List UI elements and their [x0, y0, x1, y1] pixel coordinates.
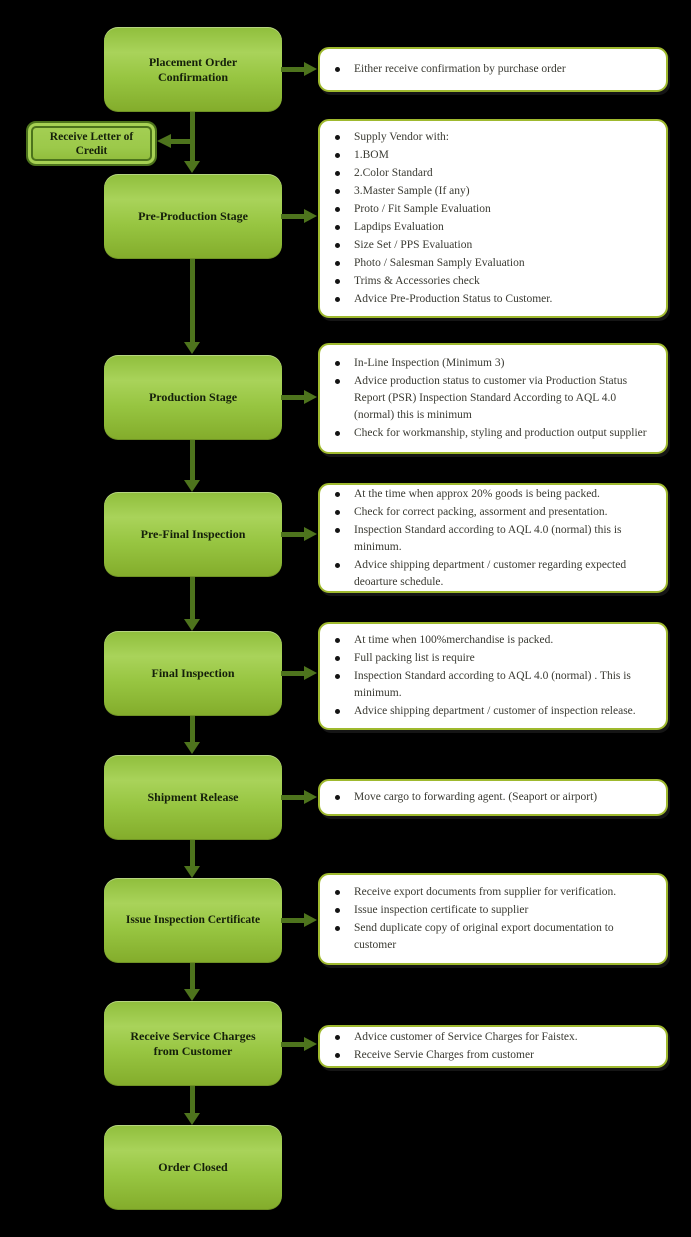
detail-box-certificate [318, 873, 668, 965]
node-order-closed [104, 1125, 282, 1210]
right-arrow-icon [304, 790, 317, 804]
node-label: Receive Service Charges from Customer [130, 1028, 256, 1058]
node-shipment-release [104, 755, 282, 840]
down-arrow-icon [184, 742, 200, 754]
node-placement-order-confirmation [104, 27, 282, 112]
bullet-item: Size Set / PPS Evaluation [328, 237, 656, 254]
left-arrow-icon [157, 134, 171, 148]
bullet-list [328, 60, 656, 79]
detail-box-placement [318, 47, 668, 92]
node-label: Issue Inspection Certificate [125, 914, 261, 926]
right-arrow-icon [304, 390, 317, 404]
connector-line [281, 1042, 305, 1047]
node-final-inspection [104, 631, 282, 716]
bullet-list [328, 354, 656, 443]
down-arrow-icon [184, 161, 200, 173]
down-arrow-icon [184, 1113, 200, 1125]
bullet-item: Advice shipping department / customer of inspection release. [328, 703, 656, 720]
bullet-item: Photo / Salesman Samply Evaluation [328, 255, 656, 272]
bullet-item: Lapdips Evaluation [328, 219, 656, 236]
bullet-item: At the time when approx 20% goods is being packed. [328, 486, 656, 503]
connector-line [190, 840, 195, 866]
bullet-item: Inspection Standard according to AQL 4.0 (normal) this is minimum. [328, 522, 656, 556]
connector-line [190, 259, 195, 342]
bullet-item: Send duplicate copy of original export documentation to customer [328, 920, 656, 954]
down-arrow-icon [184, 619, 200, 631]
bullet-item: Inspection Standard according to AQL 4.0 (normal) . This is minimum. [328, 668, 656, 702]
bullet-list [328, 1028, 656, 1065]
bullet-item: Advice shipping department / customer regarding expected deoarture schedule. [328, 557, 656, 591]
node-issue-inspection-certificate [104, 878, 282, 963]
bullet-item: Full packing list is require [328, 650, 656, 667]
connector-line [281, 795, 305, 800]
bullet-item: Either receive confirmation by purchase order [328, 61, 656, 78]
node-label: Receive Letter of Credit [49, 130, 134, 157]
bullet-item: 3.Master Sample (If any) [328, 183, 656, 200]
node-label: Final Inspection [151, 666, 235, 680]
connector-line [281, 214, 305, 219]
connector-line [190, 112, 195, 161]
node-label: Order Closed [158, 1160, 228, 1174]
bullet-item: Supply Vendor with: [328, 129, 656, 146]
node-label: Pre-Final Inspection [140, 527, 246, 541]
right-arrow-icon [304, 62, 317, 76]
node-label: Production Stage [148, 390, 238, 404]
connector-line [190, 716, 195, 742]
bullet-list [328, 631, 656, 721]
node-receive-letter-of-credit [26, 121, 157, 166]
detail-box-pre-final [318, 483, 668, 593]
bullet-item: Receive export documents from supplier for verification. [328, 884, 656, 901]
connector-line [281, 67, 305, 72]
node-label: Pre-Production Stage [138, 209, 248, 223]
bullet-item: Proto / Fit Sample Evaluation [328, 201, 656, 218]
bullet-list [328, 788, 656, 807]
connector-line [281, 918, 305, 923]
node-label: Shipment Release [147, 790, 239, 804]
detail-box-final [318, 622, 668, 730]
down-arrow-icon [184, 866, 200, 878]
bullet-item: Receive Servie Charges from customer [328, 1047, 656, 1064]
connector-line [171, 139, 195, 144]
connector-line [281, 671, 305, 676]
connector-line [281, 395, 305, 400]
connector-line [190, 440, 195, 480]
detail-box-pre-production [318, 119, 668, 318]
bullet-item: Advice customer of Service Charges for Faistex. [328, 1029, 656, 1046]
bullet-list [328, 128, 656, 309]
bullet-item: Advice production status to customer via Production Status Report (PSR) Inspection Standard According to AQL 4.0 (normal) this is minimum [328, 373, 656, 424]
node-production-stage [104, 355, 282, 440]
down-arrow-icon [184, 480, 200, 492]
bullet-list [328, 883, 656, 955]
bullet-item: Move cargo to forwarding agent. (Seaport or airport) [328, 789, 656, 806]
bullet-item: At time when 100%merchandise is packed. [328, 632, 656, 649]
bullet-list [328, 485, 656, 592]
right-arrow-icon [304, 666, 317, 680]
bullet-item: Check for workmanship, styling and production output supplier [328, 425, 656, 442]
right-arrow-icon [304, 209, 317, 223]
connector-line [190, 577, 195, 619]
connector-line [281, 532, 305, 537]
down-arrow-icon [184, 342, 200, 354]
detail-box-production [318, 343, 668, 454]
node-pre-final-inspection [104, 492, 282, 577]
bullet-item: In-Line Inspection (Minimum 3) [328, 355, 656, 372]
bullet-item: Check for correct packing, assorment and presentation. [328, 504, 656, 521]
node-receive-service-charges [104, 1001, 282, 1086]
bullet-item: Advice Pre-Production Status to Customer. [328, 291, 656, 308]
bullet-item: Trims & Accessories check [328, 273, 656, 290]
node-pre-production-stage [104, 174, 282, 259]
detail-box-shipment [318, 779, 668, 816]
connector-line [190, 963, 195, 989]
detail-box-service-charges [318, 1025, 668, 1068]
bullet-item: 2.Color Standard [328, 165, 656, 182]
bullet-item: Issue inspection certificate to supplier [328, 902, 656, 919]
bullet-item: 1.BOM [328, 147, 656, 164]
connector-line [190, 1086, 195, 1113]
down-arrow-icon [184, 989, 200, 1001]
right-arrow-icon [304, 1037, 317, 1051]
right-arrow-icon [304, 913, 317, 927]
node-label: Placement Order Confirmation [148, 54, 238, 84]
right-arrow-icon [304, 527, 317, 541]
